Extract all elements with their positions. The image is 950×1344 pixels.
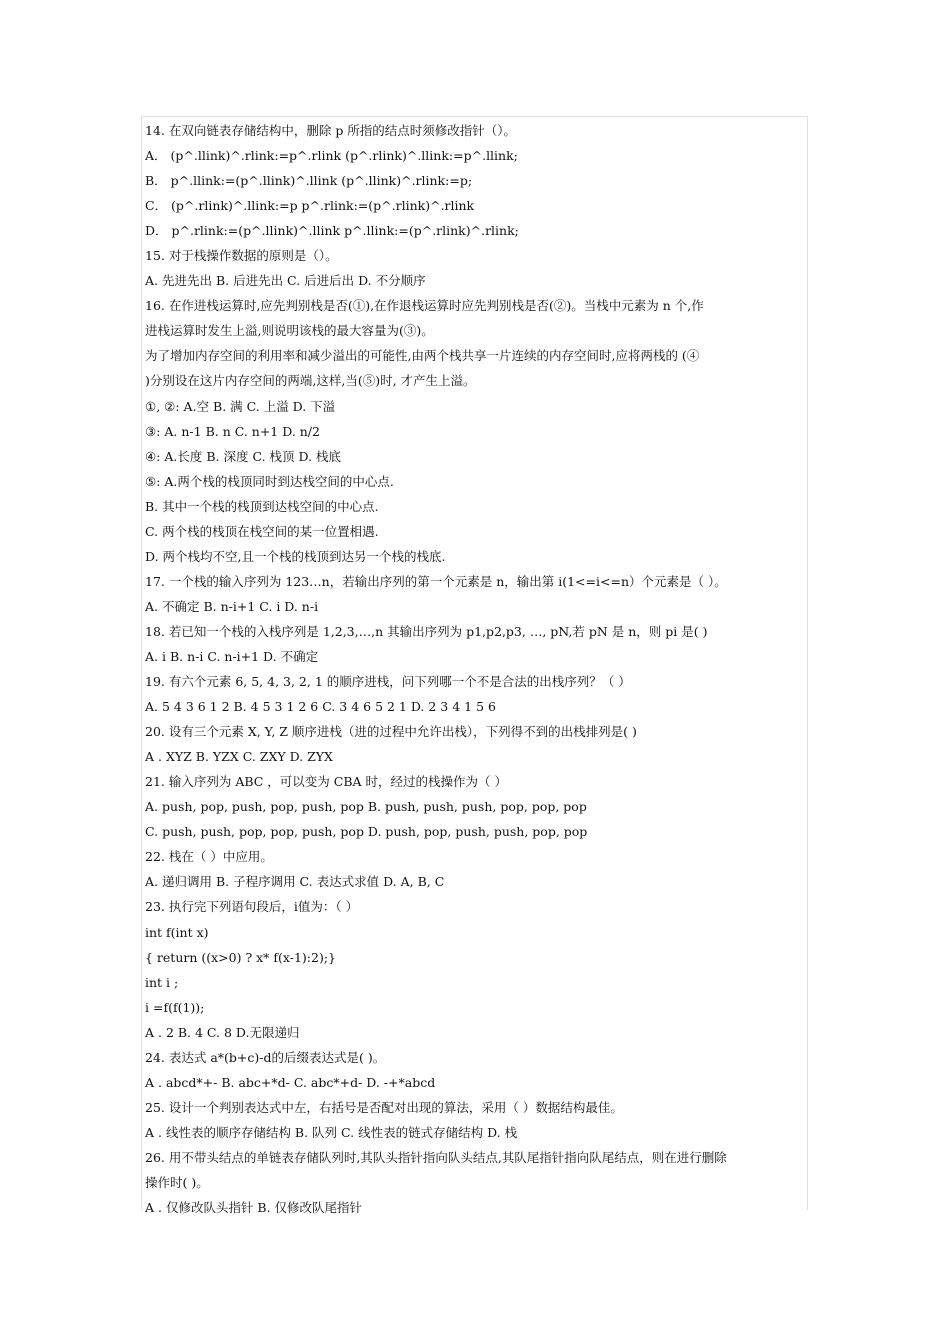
text-line: 20. 设有三个元素 X, Y, Z 顺序进栈（进的过程中允许出栈），下列得不到的出栈排列是( ) <box>145 724 637 740</box>
text-line: A . XYZ B. YZX C. ZXY D. ZYX <box>145 749 333 765</box>
text-line: ①, ②: A.空 B. 满 C. 上溢 D. 下溢 <box>145 398 336 414</box>
text-line: 操作时( )。 <box>145 1174 209 1190</box>
text-line: 26. 用不带头结点的单链表存储队列时,其队头指针指向队头结点,其队尾指针指向队尾结点，则在进行删除 <box>145 1149 727 1165</box>
text-line: A. 先进先出 B. 后进先出 C. 后进后出 D. 不分顺序 <box>145 273 426 289</box>
text-line: B． p^.llink:=(p^.llink)^.llink (p^.llink)^.rlink:=p; <box>145 173 473 189</box>
text-line: A . 线性表的顺序存储结构 B. 队列 C. 线性表的链式存储结构 D. 栈 <box>145 1124 518 1140</box>
text-line: A. 递归调用 B. 子程序调用 C. 表达式求值 D. A, B, C <box>145 874 445 890</box>
text-line: A. i B. n-i C. n-i+1 D. 不确定 <box>145 648 319 664</box>
text-line: 16. 在作进栈运算时,应先判别栈是否(①),在作退栈运算时应先判别栈是否(②)。当栈中元素为 n 个,作 <box>145 298 704 314</box>
text-line: C． (p^.rlink)^.llink:=p p^.rlink:=(p^.rlink)^.rlink <box>145 198 475 214</box>
text-line: { return ((x>0) ? x* f(x-1):2);} <box>145 949 336 965</box>
text-line: 24. 表达式 a*(b+c)-d的后缀表达式是( )。 <box>145 1049 386 1065</box>
text-line: 为了增加内存空间的利用率和减少溢出的可能性,由两个栈共享一片连续的内存空间时,应将两栈的 (④ <box>145 348 700 364</box>
text-line: 22. 栈在（ ）中应用。 <box>145 849 273 865</box>
document-text <box>145 118 809 1220</box>
text-line: i =f(f(1)); <box>145 999 205 1015</box>
text-line: A . abcd*+- B. abc+*d- C. abc*+d- D. -+*abcd <box>145 1074 436 1090</box>
text-line: A . 仅修改队头指针 B. 仅修改队尾指针 <box>145 1200 363 1216</box>
text-line: A． (p^.llink)^.rlink:=p^.rlink (p^.rlink)^.llink:=p^.llink; <box>145 148 518 164</box>
text-line: A. 不确定 B. n-i+1 C. i D. n-i <box>145 598 319 614</box>
text-line: C. 两个栈的栈顶在栈空间的某一位置相遇. <box>145 523 379 539</box>
text-line: A . 2 B. 4 C. 8 D.无限递归 <box>145 1024 300 1040</box>
text-line: C. push, push, pop, pop, push, pop D. push, pop, push, push, pop, pop <box>145 824 588 840</box>
text-line: A. 5 4 3 6 1 2 B. 4 5 3 1 2 6 C. 3 4 6 5 2 1 D. 2 3 4 1 5 6 <box>145 699 496 715</box>
text-line: D. 两个栈均不空,且一个栈的栈顶到达另一个栈的栈底. <box>145 548 446 564</box>
text-line: ③: A. n-1 B. n C. n+1 D. n/2 <box>145 423 320 439</box>
text-line: int f(int x) <box>145 924 209 940</box>
text-line: 19. 有六个元素 6, 5, 4, 3, 2, 1 的顺序进栈，问下列哪一个不是合法的出栈序列？（ ） <box>145 674 631 690</box>
text-line: 21. 输入序列为 ABC ，可以变为 CBA 时，经过的栈操作为（ ） <box>145 774 508 790</box>
text-line: 14. 在双向链表存储结构中，删除 p 所指的结点时须修改指针（）。 <box>145 123 517 138</box>
text-line: 15. 对于栈操作数据的原则是（）。 <box>145 248 338 264</box>
text-line: ④: A.长度 B. 深度 C. 栈顶 D. 栈底 <box>145 448 342 464</box>
text-line: A. push, pop, push, pop, push, pop B. push, push, push, pop, pop, pop <box>145 799 587 815</box>
text-line: D． p^.rlink:=(p^.llink)^.llink p^.llink:=(p^.rlink)^.rlink; <box>145 223 519 239</box>
text-line: 18. 若已知一个栈的入栈序列是 1,2,3,…,n 其输出序列为 p1,p2,p3, …, pN,若 pN 是 n，则 pi 是( ) <box>145 623 708 639</box>
text-line: 17. 一个栈的输入序列为 123…n，若输出序列的第一个元素是 n，输出第 i(1<=i<=n）个元素是（ ）。 <box>145 573 727 589</box>
text-line: 进栈运算时发生上溢,则说明该栈的最大容量为(③)。 <box>145 323 434 339</box>
text-line: )分别设在这片内存空间的两端,这样,当(⑤)时, 才产生上溢。 <box>145 373 476 389</box>
text-line: B. 其中一个栈的栈顶到达栈空间的中心点. <box>145 498 379 514</box>
text-line: 25. 设计一个判别表达式中左，右括号是否配对出现的算法，采用（ ）数据结构最佳。 <box>145 1099 623 1115</box>
text-line: 23. 执行完下列语句段后，i值为：（ ） <box>145 899 359 915</box>
text-line: int i ; <box>145 974 179 990</box>
text-line: ⑤: A.两个栈的栈顶同时到达栈空间的中心点. <box>145 473 394 489</box>
